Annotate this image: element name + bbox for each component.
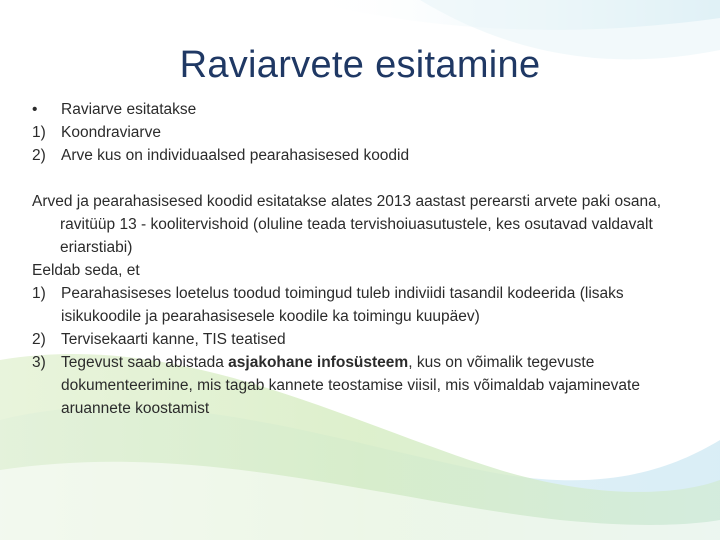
list-item-text: Tervisekaarti kanne, TIS teatised (61, 331, 286, 348)
list-marker: 1) (32, 124, 46, 141)
list-item-text: Koondraviarve (61, 124, 161, 141)
list-marker: 2) (32, 147, 46, 164)
list1-item-2 (32, 144, 692, 167)
list-item-text: Pearahasiseses loetelus toodud toimingud tuleb indiviidi tasandil kodeerida (lisaks isikukoodile ja pearahasisesele koodile ka toimingu kuupäev) (61, 285, 624, 325)
list2-item-2 (32, 328, 692, 351)
list-marker: 2) (32, 331, 46, 348)
list2-item-3 (32, 351, 692, 420)
list-marker: 3) (32, 354, 46, 371)
list-marker: 1) (32, 285, 46, 302)
bullet-marker: • (32, 101, 38, 118)
assumption-heading: Eeldab seda, et (32, 262, 140, 279)
list2-item-1 (32, 282, 692, 328)
list-item-text-bold: asjakohane infosüsteem (228, 354, 409, 371)
list-item-text-before: Tegevust saab abistada (61, 354, 229, 371)
list-item-text-after: , kus on võimalik tegevuste dokumenteerimine, mis tagab kannete teostamise viisil, mis võimaldab vajaminevate aruannete koostamist (61, 354, 640, 417)
list-item-text: Arve kus on individuaalsed pearahasisesed koodid (61, 147, 410, 164)
slide-title: Raviarvete esitamine (179, 44, 541, 86)
spacer (32, 167, 692, 190)
list1-item-1 (32, 121, 692, 144)
bullet-text: Raviarve esitatakse (61, 101, 197, 118)
slide-body (32, 98, 692, 420)
paragraph: Arved ja pearahasisesed koodid esitatakse alates 2013 aastast perearsti arvete paki osana, ravitüüp 13 - koolitervishoid (oluline teada tervishoiuasutustele, kes osutavad valdavalt eriarstiabi) (32, 193, 661, 256)
bullet-item (32, 98, 692, 121)
